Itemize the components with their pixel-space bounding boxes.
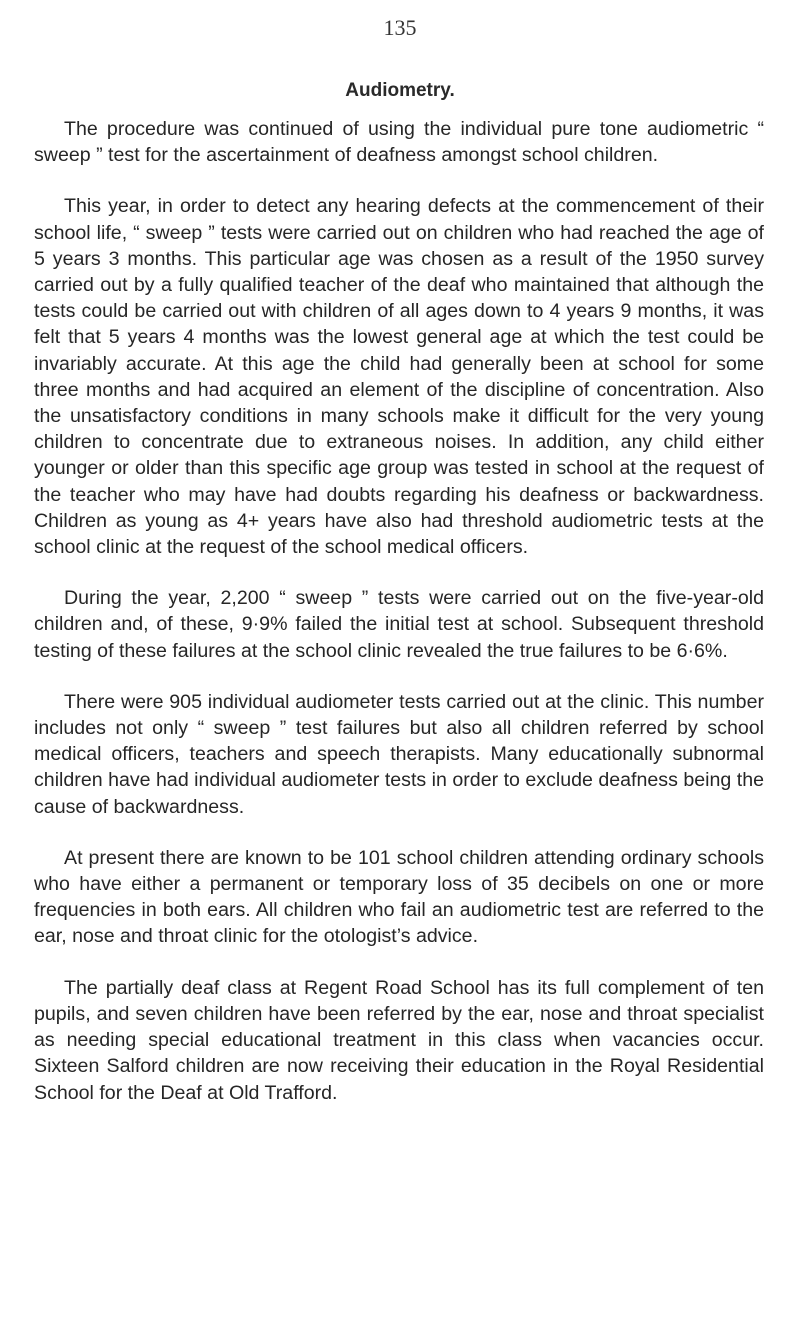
paragraph-known-cases: At present there are known to be 101 school children attending ordinary schools who have either a permanent or temporary loss of 35 decibels on one or more frequencies in both ears. All children who fail an audiometric test are referred to the ear, nose and throat clinic for the otologist’s advice. bbox=[34, 846, 764, 948]
section-heading-audiometry: Audiometry. bbox=[345, 80, 455, 101]
paragraph-sweep-tests: This year, in order to detect any hearing defects at the commencement of their school life, “ sweep ” tests were carried out on children who had reached the age of 5 years 3 months. This particular age was chosen as a result of the 1950 survey carried out by a fully qualified teacher of the deaf who maintained that although the tests could be carried out with children of all ages down to 4 years 9 months, it was felt that 5 years 4 months was the lowest general age at which the test could be invariably accurate. At this age the child had generally been at school for some three months and had acquired an element of the discipline of concentration. Also the unsatisfactory conditions in many schools make it difficult for the very young children to concentrate due to extraneous noises. In addition, any child either younger or older than this specific age group was tested in school at the request of the teacher who may have had doubts regarding his deafness or backwardness. Children as young as 4+ years have also had threshold audiometric tests at the school clinic at the request of the school medical officers. bbox=[34, 195, 764, 559]
paragraph-deaf-class: The partially deaf class at Regent Road School has its full complement of ten pupils, and seven children have been referred by the ear, nose and throat specialist as needing special educational treatment in this class when vacancies occur. Sixteen Salford children are now receiving their education in the Royal Residential School for the Deaf at Old Trafford. bbox=[34, 976, 764, 1104]
page-number: 135 bbox=[383, 15, 417, 40]
paragraph-results: During the year, 2,200 “ sweep ” tests were carried out on the five-year-old children and, of these, 9·9% failed the initial test at school. Subsequent threshold testing of these failures at the school clinic revealed the true failures to be 6·6%. bbox=[34, 587, 764, 662]
paragraph-individual-tests: There were 905 individual audiometer tests carried out at the clinic. This number includes not only “ sweep ” test failures but also all children referred by school medical officers, teachers and speech therapists. Many educationally subnormal children have had individual audiometer tests in order to exclude deafness being the cause of backwardness. bbox=[34, 690, 764, 818]
paragraph-procedure: The procedure was continued of using the individual pure tone audiometric “ sweep ” test for the ascertainment of deafness amongst school children. bbox=[34, 118, 764, 167]
body-text bbox=[34, 116, 764, 1131]
